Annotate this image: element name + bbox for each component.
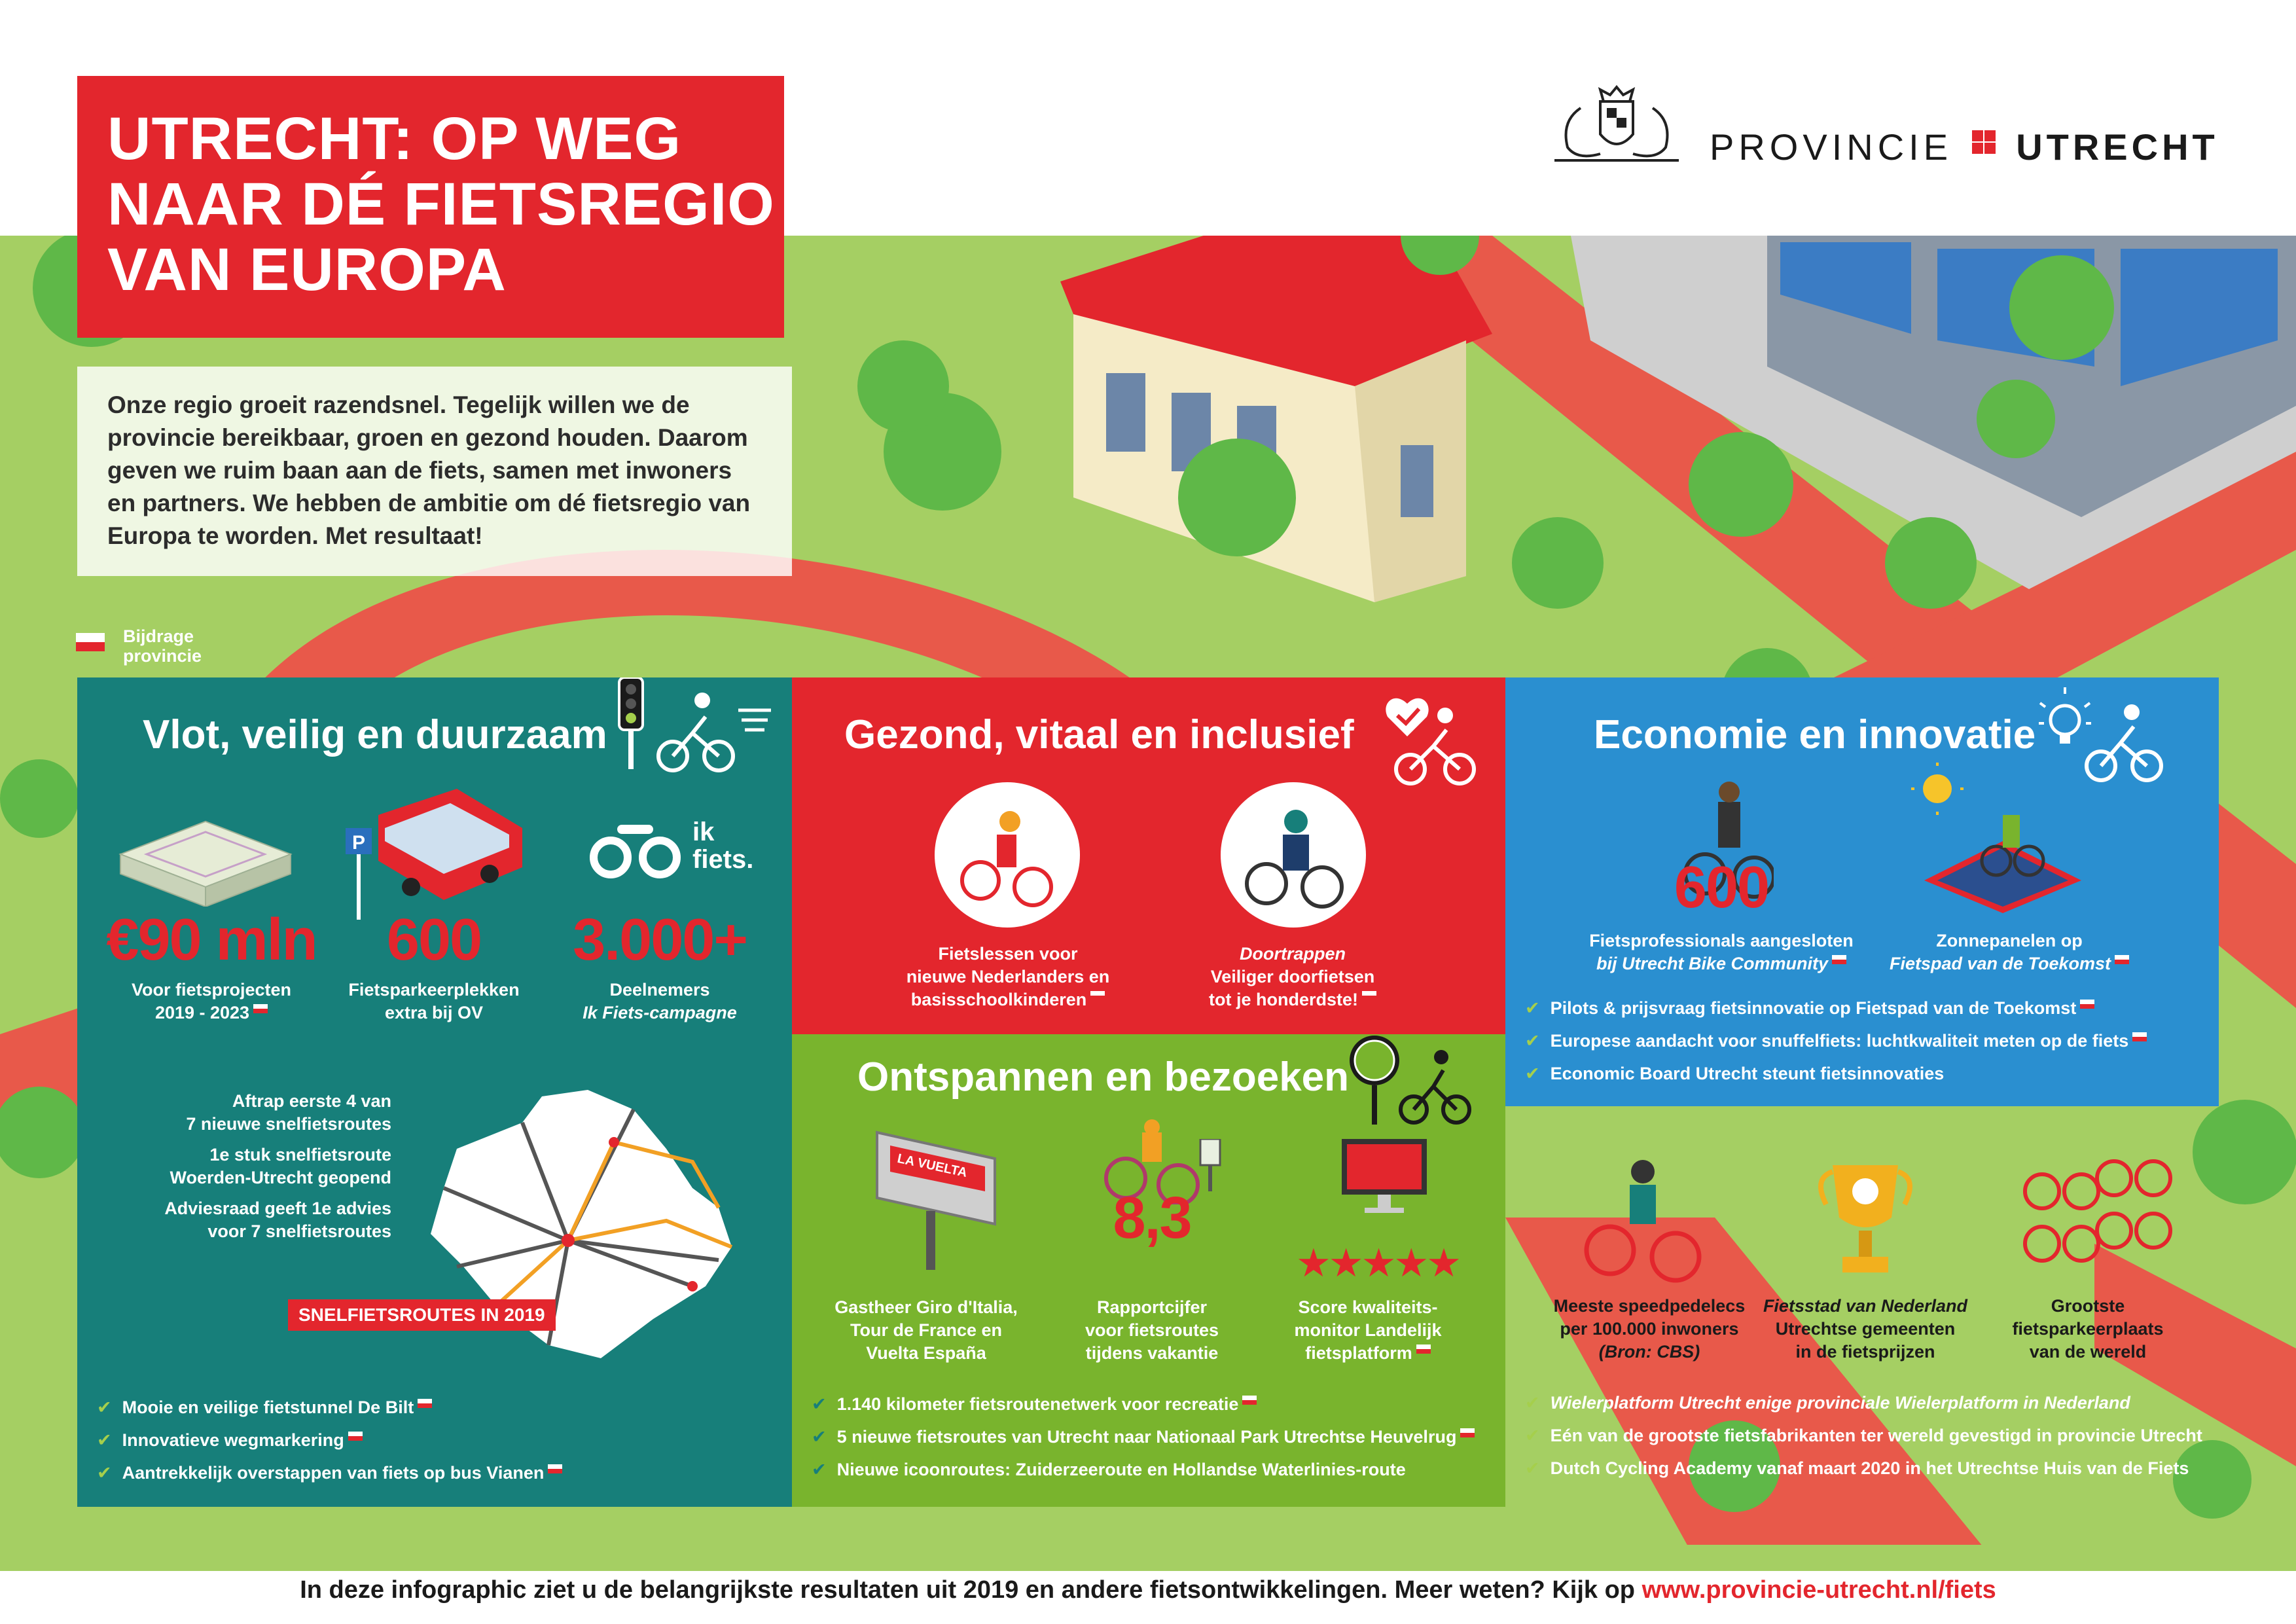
province-flag-icon	[253, 1004, 268, 1013]
ontspannen-item-1-l1: Gastheer Giro d'Italia,	[834, 1297, 1018, 1317]
legend-line-1: Bijdrage	[123, 626, 194, 646]
stars-icon: ★★★★★	[1296, 1241, 1459, 1285]
professionals-value: 600	[1674, 855, 1769, 920]
panel-economie-innovatie	[1505, 677, 2219, 1106]
check-item: ✔ 5 nieuwe fietsroutes van Utrecht naar Nationaal Park Utrechtse Heuvelrug	[812, 1420, 1475, 1453]
stat-participants-label	[548, 979, 771, 1024]
bottom-item-3-l2: fietsparkeerplaats	[2012, 1319, 2164, 1339]
check-icon: ✔	[1525, 1064, 1540, 1083]
ik-fiets-logo	[588, 818, 758, 897]
footer-text	[0, 1576, 2296, 1604]
logo-squares-icon	[1971, 130, 1998, 154]
bottom-item-3	[1983, 1295, 2193, 1363]
speedpedelec-illustration	[1577, 1152, 1708, 1283]
traffic-light-cyclist-icon	[614, 677, 784, 776]
logo-word-utrecht: UTRECHT	[2016, 126, 2219, 168]
route-sign-icon	[1198, 1139, 1224, 1191]
check-icon: ✔	[97, 1398, 112, 1417]
check-item: ✔ Mooie en veilige fietstunnel De Bilt	[97, 1391, 562, 1424]
map-note-1b: 7 nieuwe snelfietsroutes	[186, 1114, 391, 1134]
check-item: ✔ Nieuwe icoonroutes: Zuiderzeeroute en Hollandse Waterlinies-route	[812, 1460, 1406, 1479]
stat-participants-label-1: Deelnemers	[609, 980, 710, 1000]
ik-fiets-logo-text-2: fiets.	[692, 845, 754, 874]
stat-budget-label	[90, 979, 332, 1024]
billboard-text: LA VUELTA	[896, 1151, 969, 1181]
panel-ontspannen-title: Ontspannen en bezoeken	[857, 1055, 1350, 1100]
stat-budget-label-2: 2019 - 2023	[154, 1003, 250, 1022]
economie-checklist	[1525, 992, 2147, 1090]
ontspannen-item-2-l1: Rapportcijfer	[1096, 1297, 1208, 1317]
stat-parking-label-1: Fietsparkeerplekken	[348, 980, 520, 1000]
ontspannen-item-2	[1054, 1296, 1250, 1365]
ontspannen-item-3-l2: monitor Landelijk	[1294, 1320, 1442, 1340]
ontspannen-item-1	[818, 1296, 1034, 1365]
panel-gezond-title: Gezond, vitaal en inclusief	[844, 712, 1354, 757]
title-banner	[77, 76, 784, 338]
stat-participants-value: 3.000+	[573, 907, 747, 973]
map-note-1a: Aftrap eerste 4 van	[232, 1091, 391, 1111]
check-item: ✔ Pilots & prijsvraag fietsinnovatie op Fietspad van de Toekomst	[1525, 992, 2147, 1024]
check-icon: ✔	[97, 1463, 112, 1483]
trophy-icon	[1810, 1152, 1921, 1283]
legend	[76, 626, 202, 666]
panel-gezond-vitaal-inclusief	[792, 677, 1505, 1034]
check-icon: ✔	[812, 1394, 827, 1414]
vlot-checklist	[97, 1391, 562, 1489]
check-icon: ✔	[1525, 1426, 1540, 1445]
intro-text: Onze regio groeit razendsnel. Tegelijk willen we de provincie bereikbaar, groen en gezond houden. Daarom geven we ruim baan aan de fiets, samen met inwoners en partners. We hebben de ambitie om dé fietsregio van Europa te worden. Met resultaat!	[107, 391, 751, 549]
check-icon: ✔	[1525, 998, 1540, 1018]
bottom-item-1-l2: per 100.000 inwoners	[1560, 1319, 1739, 1339]
heart-cyclist-icon	[1381, 691, 1499, 789]
solar-path-illustration	[1911, 763, 2094, 913]
panel-bottom-right	[1505, 1126, 2219, 1507]
check-item: ✔ 1.140 kilometer fietsroutenetwerk voor recreatie	[812, 1388, 1475, 1420]
map-notes	[130, 1090, 391, 1243]
money-stack-icon	[107, 808, 304, 907]
gezond-item-2-l2: Veiliger doorfietsen	[1210, 967, 1375, 986]
economie-item-2-l1: Zonnepanelen op	[1936, 931, 2083, 950]
economie-item-1	[1584, 929, 1859, 975]
footer-link[interactable]: www.provincie-utrecht.nl/fiets	[1641, 1576, 1996, 1604]
legend-line-2: provincie	[123, 646, 202, 666]
logo-text	[1710, 126, 2219, 168]
map-note-2b: Woerden-Utrecht geopend	[170, 1168, 391, 1187]
check-item: ✔ Europese aandacht voor snuffelfiets: luchtkwaliteit meten op de fiets	[1525, 1024, 2147, 1057]
map-note-2a: 1e stuk snelfietsroute	[209, 1145, 391, 1164]
gezond-item-2	[1162, 943, 1424, 1011]
ik-fiets-wheels-icon	[588, 818, 686, 884]
ontspannen-item-3	[1270, 1296, 1466, 1365]
snelfietsroutes-badge: SNELFIETSROUTES IN 2019	[288, 1299, 556, 1331]
economie-item-2-l2: Fietspad van de Toekomst	[1889, 954, 2111, 973]
economie-item-1-l1: Fietsprofessionals aangesloten	[1589, 931, 1854, 950]
ontspannen-item-1-l2: Tour de France en	[850, 1320, 1003, 1340]
gezond-item-1-l3: basisschoolkinderen	[910, 990, 1087, 1009]
tree-cyclist-icon	[1342, 1034, 1473, 1126]
bottom-item-1-l1: Meeste speedpedelecs	[1553, 1296, 1746, 1316]
panel-economie-title: Economie en innovatie	[1594, 712, 2036, 757]
panel-vlot-veilig-duurzaam	[77, 677, 792, 1507]
logo-word-provincie: PROVINCIE	[1710, 126, 1953, 168]
svg-text:P: P	[352, 832, 366, 854]
check-icon: ✔	[1525, 1031, 1540, 1051]
ontspannen-item-1-l3: Vuelta España	[866, 1343, 986, 1363]
stat-parking-label-2: extra bij OV	[384, 1003, 484, 1022]
ontspannen-item-2-l3: tijdens vakantie	[1085, 1343, 1219, 1363]
billboard-illustration	[864, 1119, 1028, 1270]
ontspannen-item-3-l1: Score kwaliteits-	[1298, 1297, 1438, 1317]
coat-of-arms-icon	[1541, 82, 1692, 167]
title-line-3: VAN EUROPA	[107, 236, 507, 303]
map-note-3a: Adviesraad geeft 1e advies	[164, 1199, 391, 1218]
ontspannen-checklist	[812, 1388, 1475, 1486]
check-item: ✔ Aantrekkelijk overstappen van fiets op bus Vianen	[97, 1456, 562, 1489]
economie-item-2	[1872, 929, 2147, 975]
check-icon: ✔	[1525, 1393, 1540, 1413]
bus-parking-icon	[339, 789, 535, 920]
bottom-item-2-l1: Fietsstad van Nederland	[1763, 1296, 1968, 1316]
panel-vlot-title: Vlot, veilig en duurzaam	[143, 712, 607, 757]
economie-item-1-l2: bij Utrecht Bike Community	[1596, 954, 1829, 973]
intro-box	[77, 367, 792, 576]
bottom-item-3-l3: van de wereld	[2029, 1342, 2147, 1362]
bottom-item-2-l3: in de fietsprijzen	[1795, 1342, 1935, 1362]
panel-ontspannen-bezoeken	[792, 1034, 1505, 1507]
bottom-item-1	[1545, 1295, 1754, 1363]
bottom-right-checklist	[1525, 1386, 2202, 1485]
check-item: ✔ Innovatieve wegmarkering	[97, 1424, 562, 1456]
gezond-item-2-l3: tot je honderdste!	[1209, 990, 1358, 1009]
stat-parking-value: 600	[386, 907, 482, 973]
footer-description: In deze infographic ziet u de belangrijkste resultaten uit 2019 en andere fietsontwikkelingen. Meer weten? Kijk op	[300, 1576, 1635, 1604]
ontspannen-item-2-l2: voor fietsroutes	[1085, 1320, 1219, 1340]
province-flag-icon	[76, 633, 105, 651]
gezond-item-1	[877, 943, 1139, 1011]
rating-value: 8,3	[1113, 1185, 1191, 1251]
cycling-lessons-illustration	[935, 782, 1080, 928]
ik-fiets-logo-text-1: ik	[692, 818, 715, 846]
check-item: ✔ Economic Board Utrecht steunt fietsinnovaties	[1525, 1064, 1945, 1083]
stat-budget-label-1: Voor fietsprojecten	[131, 980, 292, 1000]
ontspannen-item-3-l3: fietsplatform	[1305, 1343, 1412, 1363]
gezond-item-2-l1: Doortrappen	[1240, 944, 1346, 964]
stat-participants-label-2: Ik Fiets-campagne	[583, 1003, 737, 1022]
stat-parking-label	[339, 979, 529, 1024]
title-line-1: UTRECHT: OP WEG	[107, 105, 682, 172]
star-rating	[1296, 1240, 1459, 1286]
elderly-cyclist-illustration	[1221, 782, 1366, 928]
check-item: ✔ Dutch Cycling Academy vanaf maart 2020 in het Utrechtse Huis van de Fiets	[1525, 1458, 2189, 1478]
bottom-item-1-l3: (Bron: CBS)	[1598, 1342, 1700, 1362]
check-icon: ✔	[97, 1430, 112, 1450]
bottom-item-2-l2: Utrechtse gemeenten	[1775, 1319, 1956, 1339]
map-note-3b: voor 7 snelfietsroutes	[207, 1221, 391, 1241]
gezond-item-1-l2: nieuwe Nederlanders en	[906, 967, 1110, 986]
gezond-item-1-l1: Fietslessen voor	[938, 944, 1078, 964]
check-icon: ✔	[812, 1427, 827, 1447]
check-icon: ✔	[1525, 1458, 1540, 1478]
page-title	[77, 76, 784, 302]
bottom-item-3-l1: Grootste	[2051, 1296, 2125, 1316]
check-icon: ✔	[812, 1460, 827, 1479]
monitor-icon	[1335, 1132, 1433, 1218]
check-item: ✔ Wielerplatform Utrecht enige provinciale Wielerplatform in Nederland	[1525, 1393, 2130, 1413]
bicycle-parking-illustration	[2016, 1152, 2179, 1283]
title-line-2: NAAR DÉ FIETSREGIO	[107, 171, 775, 238]
bottom-item-2	[1761, 1295, 1970, 1363]
check-item: ✔ Eén van de grootste fietsfabrikanten ter wereld gevestigd in provincie Utrecht	[1525, 1426, 2202, 1445]
stat-budget-value: €90 mln	[106, 907, 317, 973]
